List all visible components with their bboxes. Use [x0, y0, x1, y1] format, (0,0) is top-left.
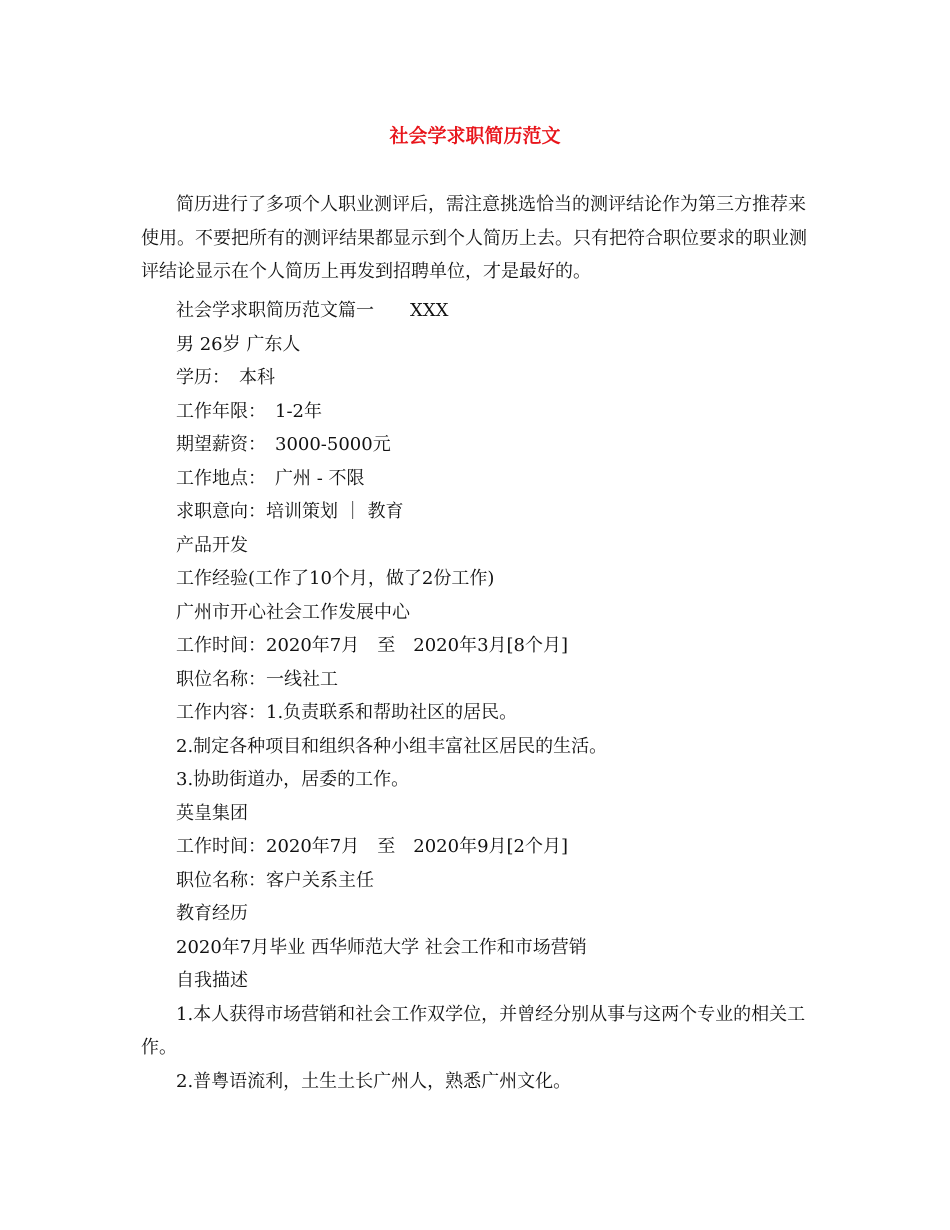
- expected-salary-line: 期望薪资： 3000-5000元: [176, 434, 391, 455]
- education-detail-line: 2020年7月毕业 西华师范大学 社会工作和市场营销: [176, 936, 587, 958]
- document-title: 社会学求职简历范文: [389, 125, 561, 147]
- intro-paragraph: 简历进行了多项个人职业测评后，需注意挑选恰当的测评结论作为第三方推荐来使用。不要把所有的测评结果都显示到个人简历上去。只有把符合职位要求的职业测评结论显示在个人简历上再发到招聘单位，才是最好的。: [141, 194, 807, 282]
- job-intention-line: 求职意向：培训策划 ｜ 教育: [176, 501, 404, 522]
- employer-name-line: 广州市开心社会工作发展中心: [176, 601, 410, 623]
- job-duty-line: 2.制定各种项目和组织各种小组丰富社区居民的生活。: [176, 735, 608, 757]
- basic-info-line: 男 26岁 广东人: [176, 333, 301, 355]
- self-description-line: 1.本人获得市场营销和社会工作双学位，并曾经分别从事与这两个专业的相关工作。: [141, 1003, 806, 1058]
- position-title-line: 职位名称：客户关系主任: [176, 869, 374, 891]
- work-location-line: 工作地点： 广州 - 不限: [176, 467, 365, 489]
- position-title-line: 职位名称：一线社工: [176, 668, 338, 690]
- work-period-line: 工作时间：2020年7月 至 2020年9月[2个月]: [176, 836, 569, 857]
- work-period-line: 工作时间：2020年7月 至 2020年3月[8个月]: [176, 635, 569, 656]
- education-level-line: 学历： 本科: [176, 367, 275, 388]
- work-years-line: 工作年限： 1-2年: [176, 400, 322, 422]
- work-experience-heading: 工作经验(工作了10个月，做了2份工作): [176, 568, 495, 589]
- job-duty-line: 3.协助街道办，居委的工作。: [176, 769, 410, 790]
- section-heading-line: 社会学求职简历范文篇一 XXX: [176, 300, 449, 321]
- job-intention-continued-line: 产品开发: [176, 534, 248, 556]
- self-description-heading: 自我描述: [176, 970, 248, 991]
- job-duty-line: 工作内容：1.负责联系和帮助社区的居民。: [176, 702, 518, 723]
- self-description-line: 2.普粤语流利，土生土长广州人，熟悉广州文化。: [176, 1070, 572, 1092]
- employer-name-line: 英皇集团: [176, 802, 248, 824]
- education-heading: 教育经历: [176, 903, 248, 924]
- resume-body: [141, 294, 817, 1098]
